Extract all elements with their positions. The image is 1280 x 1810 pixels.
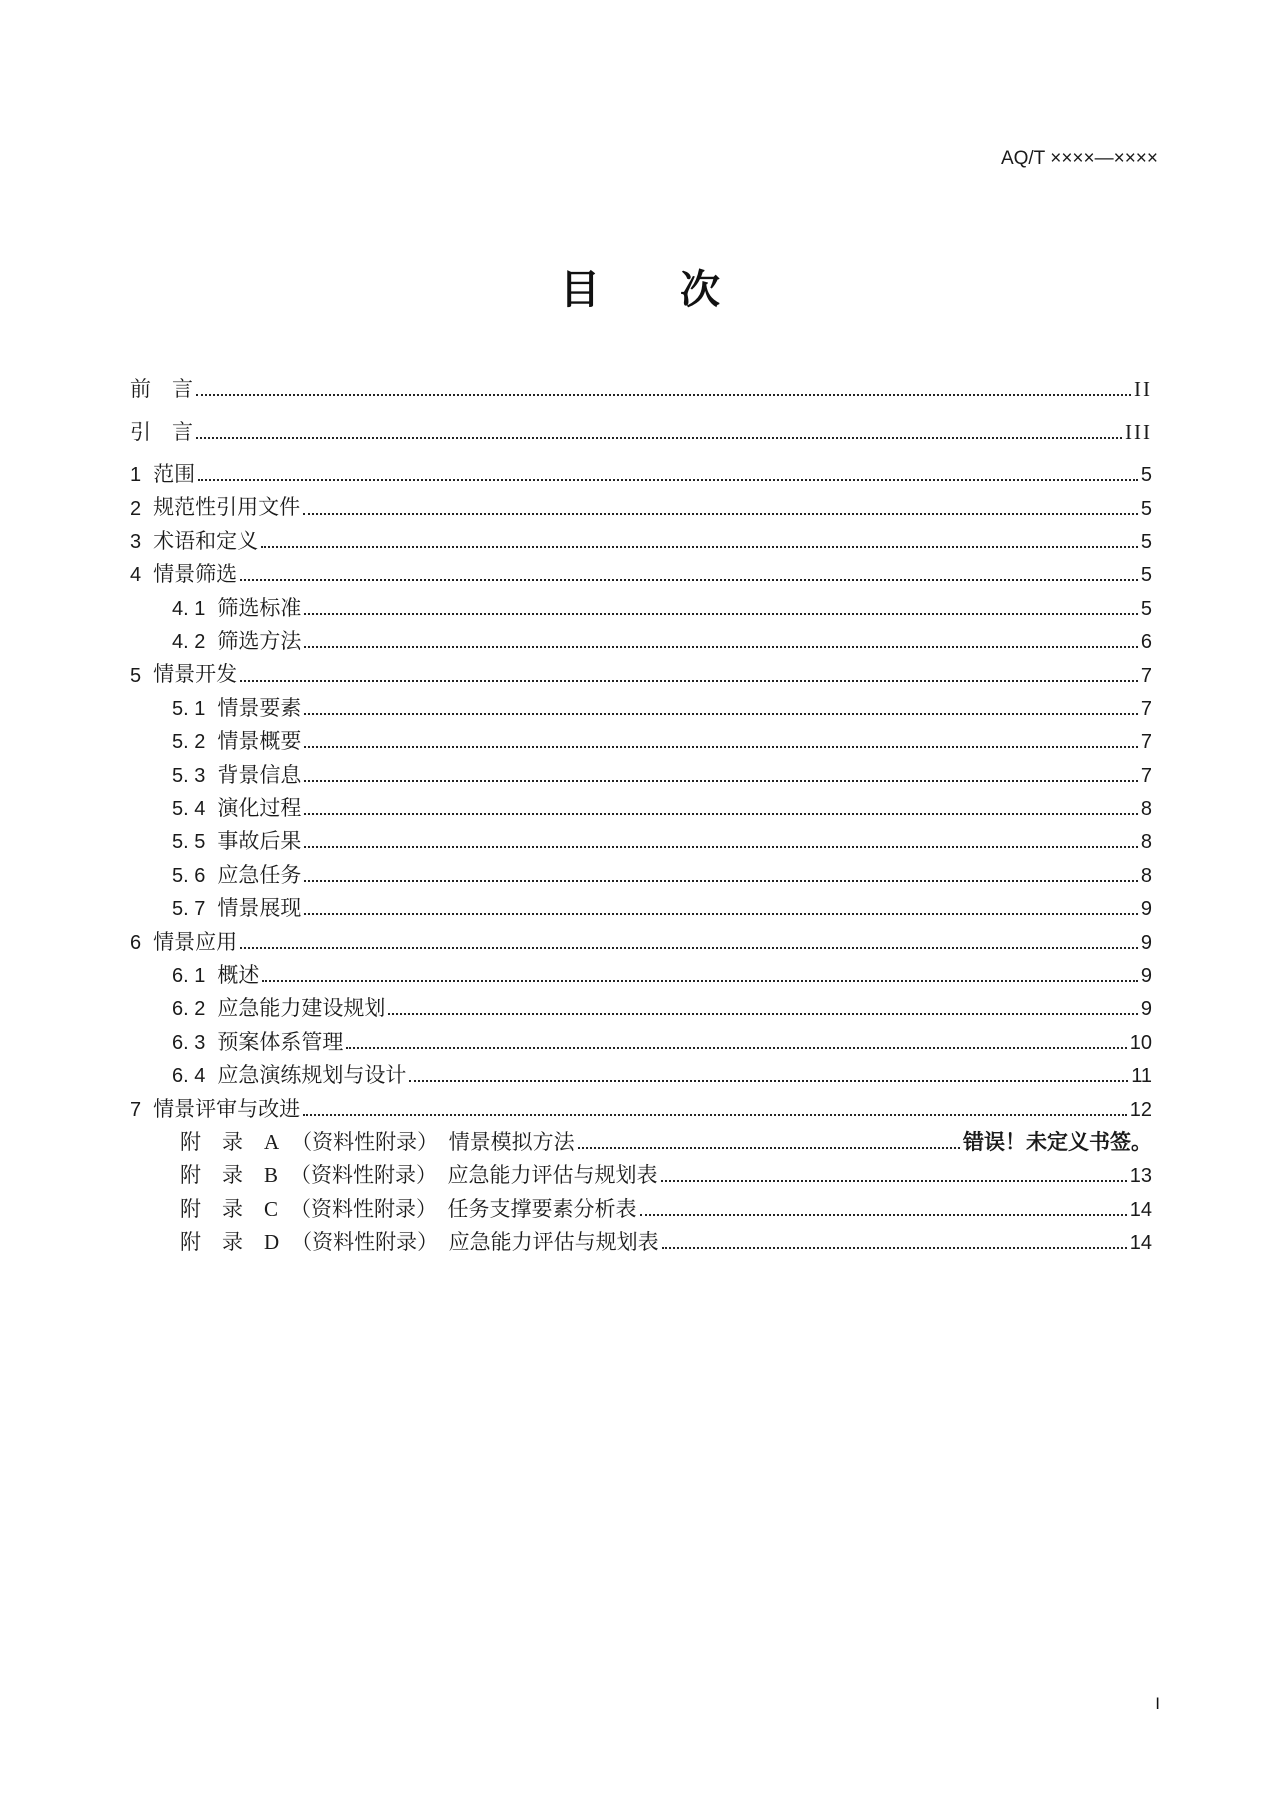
dot-leader	[578, 1147, 960, 1149]
toc-entry-title: 事故后果	[217, 829, 302, 854]
toc-entry-number: 5. 4	[172, 798, 206, 821]
dot-leader	[409, 1080, 1128, 1082]
toc-entry-number: 3	[130, 530, 142, 553]
toc-entry-number: 6. 3	[172, 1031, 206, 1054]
dot-leader	[388, 1013, 1138, 1015]
toc-entry-page: III	[1125, 419, 1152, 444]
toc-entry-5-6[interactable]	[130, 853, 1152, 886]
toc-entry-number: 5. 3	[172, 764, 206, 787]
dot-leader	[262, 980, 1138, 982]
toc-entry-page: 7	[1140, 697, 1152, 720]
toc-entry-title: 应急任务	[217, 862, 302, 887]
toc-entry-ch6[interactable]	[130, 920, 1152, 953]
toc-entry-number: 4	[130, 564, 142, 587]
page-title: 目 次	[560, 268, 720, 312]
toc-entry-title: 范围	[153, 462, 196, 487]
toc-entry-page: 9	[1140, 931, 1152, 954]
toc-entry-title: 应急能力建设规划	[217, 996, 386, 1021]
dot-leader	[304, 846, 1138, 848]
dot-leader	[304, 613, 1138, 615]
toc-entry-6-1[interactable]	[130, 954, 1152, 987]
dot-leader	[304, 780, 1138, 782]
toc-entry-title: 概述	[217, 962, 260, 987]
toc-entry-number: 7	[130, 1098, 142, 1121]
toc-entry-page: 9	[1140, 998, 1152, 1021]
toc-entry-title: 情景筛选	[153, 562, 238, 587]
toc-entry-6-3[interactable]	[130, 1020, 1152, 1053]
toc-entry-page: II	[1134, 377, 1152, 402]
toc-entry-page: 14	[1129, 1232, 1152, 1255]
toc-entry-title: （资料性附录） 情景模拟方法	[291, 1129, 575, 1154]
toc-entry-number: 附 录 B	[180, 1163, 279, 1188]
dot-leader	[662, 1247, 1127, 1249]
toc-entry-number: 5. 2	[172, 731, 206, 754]
toc-entry-5-4[interactable]	[130, 787, 1152, 820]
toc-entry-number: 附 录 A	[180, 1129, 280, 1154]
toc-entry-page: 11	[1131, 1065, 1152, 1088]
toc-entry-page: 5	[1140, 564, 1152, 587]
toc-entry-page: 8	[1140, 798, 1152, 821]
toc-entry-number: 5. 1	[172, 697, 206, 720]
toc-entry-page: 13	[1129, 1165, 1152, 1188]
toc-entry-title: （资料性附录） 应急能力评估与规划表	[291, 1230, 659, 1255]
toc-entry-title: 应急演练规划与设计	[217, 1063, 407, 1088]
toc-entry-title: 预案体系管理	[217, 1029, 344, 1054]
toc-entry-page: 8	[1140, 864, 1152, 887]
toc-entry-number: 2	[130, 497, 142, 520]
toc-entry-5-1[interactable]	[130, 687, 1152, 720]
toc-entry-title: 演化过程	[217, 795, 302, 820]
toc-entry-number: 附 录 D	[180, 1230, 280, 1255]
dot-leader	[303, 1114, 1127, 1116]
toc-entry-page: 9	[1140, 965, 1152, 988]
toc-entry-introduction[interactable]	[130, 410, 1152, 443]
toc-entry-5-7[interactable]	[130, 887, 1152, 920]
footer-page-number: I	[1155, 1694, 1160, 1713]
dot-leader	[640, 1214, 1127, 1216]
toc-entry-number: 6	[130, 931, 142, 954]
toc-entry-number: 5. 7	[172, 898, 206, 921]
toc-entry-5-3[interactable]	[130, 753, 1152, 786]
toc-entry-title: 筛选方法	[217, 629, 302, 654]
toc-entry-page: 5	[1140, 464, 1152, 487]
toc-entry-page: 7	[1140, 764, 1152, 787]
toc-entry-title: 术语和定义	[153, 528, 259, 553]
dot-leader	[661, 1180, 1127, 1182]
dot-leader	[240, 947, 1138, 949]
toc-entry-page: 5	[1140, 497, 1152, 520]
toc-entry-title: 情景要素	[217, 695, 302, 720]
toc-entry-title: 情景评审与改进	[153, 1096, 301, 1121]
table-of-contents	[130, 368, 1152, 1254]
toc-entry-ch2[interactable]	[130, 486, 1152, 519]
toc-entry-title: 情景展现	[217, 896, 302, 921]
dot-leader	[196, 394, 1131, 396]
dot-leader	[304, 913, 1138, 915]
toc-entry-6-4[interactable]	[130, 1054, 1152, 1087]
toc-entry-number: 5	[130, 664, 142, 687]
toc-entry-title: 情景开发	[153, 662, 238, 687]
toc-entry-annex-d[interactable]	[130, 1221, 1152, 1254]
toc-entry-page: 错误！未定义书签。	[963, 1129, 1152, 1154]
toc-entry-number: 6. 2	[172, 998, 206, 1021]
toc-entry-5-5[interactable]	[130, 820, 1152, 853]
dot-leader	[346, 1047, 1126, 1049]
toc-entry-page: 10	[1129, 1031, 1152, 1054]
toc-entry-ch3[interactable]	[130, 520, 1152, 553]
toc-entry-page: 7	[1140, 731, 1152, 754]
dot-leader	[196, 437, 1122, 439]
dot-leader	[240, 579, 1138, 581]
toc-entry-number: 1	[130, 464, 142, 487]
toc-entry-number: 4. 1	[172, 597, 206, 620]
toc-entry-6-2[interactable]	[130, 987, 1152, 1020]
toc-entry-number: 6. 1	[172, 965, 206, 988]
toc-entry-number: 5. 5	[172, 831, 206, 854]
toc-entry-page: 5	[1140, 530, 1152, 553]
dot-leader	[261, 546, 1138, 548]
toc-entry-title: （资料性附录） 任务支撑要素分析表	[290, 1196, 637, 1221]
dot-leader	[304, 646, 1138, 648]
toc-entry-page: 12	[1129, 1098, 1152, 1121]
toc-entry-number: 5. 6	[172, 864, 206, 887]
dot-leader	[304, 880, 1138, 882]
dot-leader	[304, 746, 1138, 748]
toc-entry-title: 筛选标准	[217, 595, 302, 620]
toc-entry-title: 规范性引用文件	[153, 495, 301, 520]
toc-entry-page: 6	[1140, 631, 1152, 654]
toc-entry-ch5[interactable]	[130, 653, 1152, 686]
toc-entry-annex-a[interactable]	[130, 1121, 1152, 1154]
toc-entry-title: 情景应用	[153, 929, 238, 954]
toc-entry-number: 6. 4	[172, 1065, 206, 1088]
toc-entry-page: 7	[1140, 664, 1152, 687]
toc-entry-ch1[interactable]	[130, 453, 1152, 486]
dot-leader	[304, 713, 1138, 715]
toc-entry-title: （资料性附录） 应急能力评估与规划表	[290, 1163, 658, 1188]
toc-entry-title: 背景信息	[217, 762, 302, 787]
toc-entry-number: 附 录 C	[180, 1196, 279, 1221]
toc-entry-number: 4. 2	[172, 631, 206, 654]
toc-entry-title: 引 言	[130, 419, 193, 444]
toc-entry-5-2[interactable]	[130, 720, 1152, 753]
toc-entry-annex-b[interactable]	[130, 1154, 1152, 1187]
toc-entry-page: 9	[1140, 898, 1152, 921]
toc-entry-ch4[interactable]	[130, 553, 1152, 586]
toc-entry-title: 前 言	[130, 377, 193, 402]
toc-entry-page: 14	[1129, 1198, 1152, 1221]
toc-entry-annex-c[interactable]	[130, 1187, 1152, 1220]
toc-entry-ch7[interactable]	[130, 1087, 1152, 1120]
document-standard-code: AQ/T ××××—××××	[1000, 148, 1158, 169]
dot-leader	[240, 680, 1138, 682]
toc-entry-page: 5	[1140, 597, 1152, 620]
dot-leader	[303, 513, 1138, 515]
toc-entry-4-1[interactable]	[130, 586, 1152, 619]
dot-leader	[304, 813, 1138, 815]
toc-entry-4-2[interactable]	[130, 620, 1152, 653]
dot-leader	[198, 479, 1138, 481]
toc-entry-title: 情景概要	[217, 729, 302, 754]
toc-entry-foreword[interactable]	[130, 368, 1152, 401]
toc-entry-page: 8	[1140, 831, 1152, 854]
